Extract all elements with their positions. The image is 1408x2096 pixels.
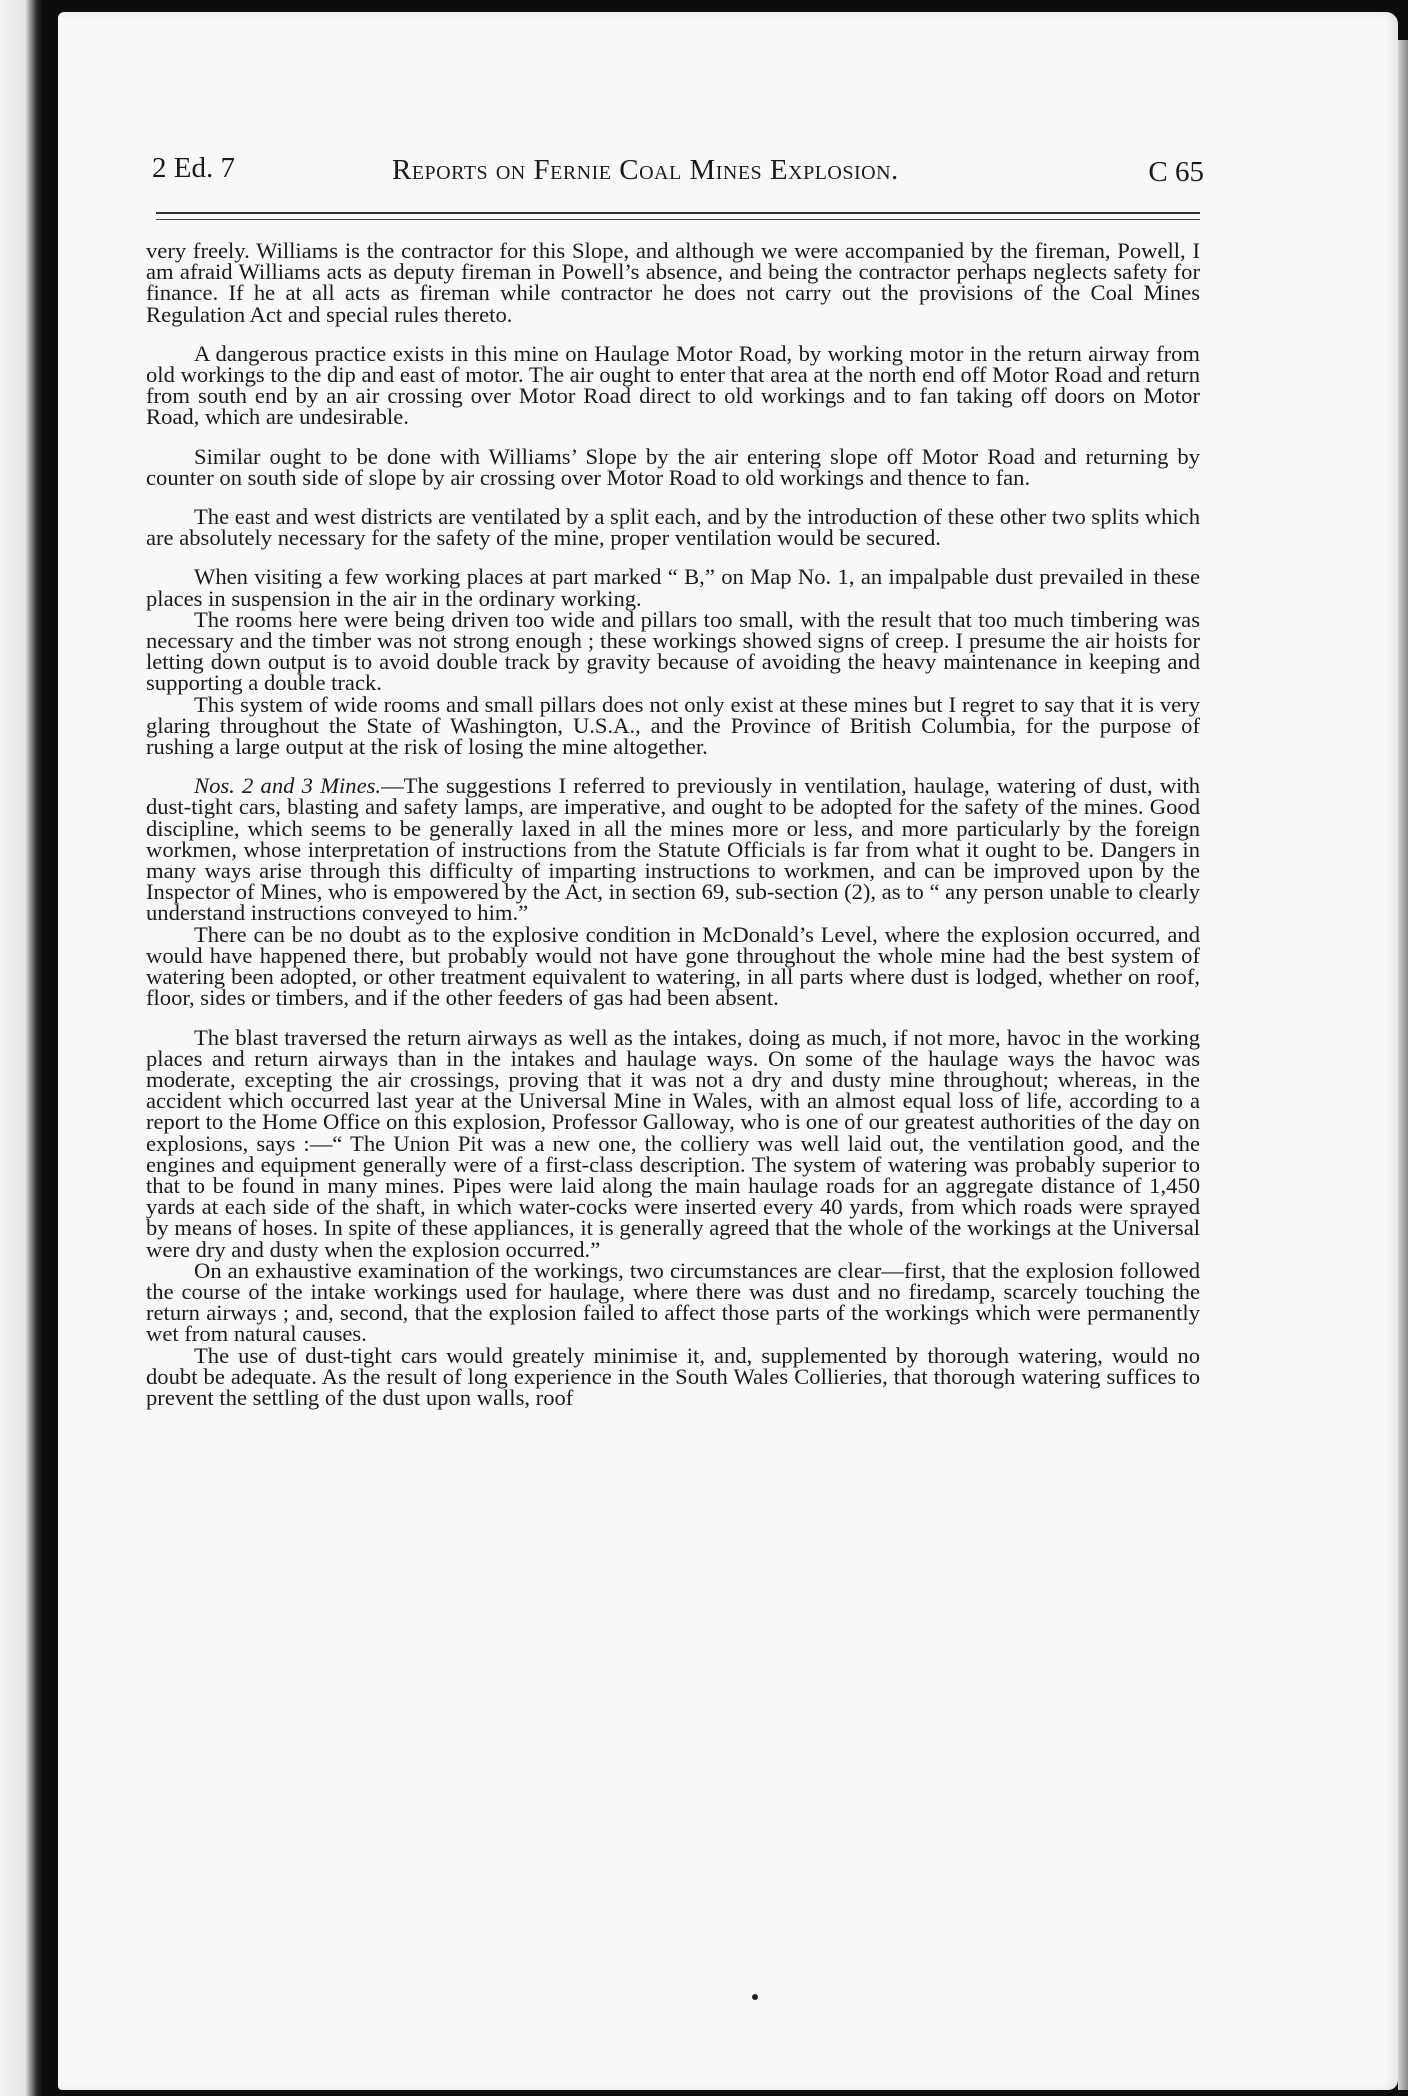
report-body	[146, 240, 1200, 1408]
paragraph: This system of wide rooms and small pillars does not only exist at these mines but I regret to say that it is very glaring throughout the State of Washington, U.S.A., and the Province of British Columbia, for the purpose of rushing a large output at the risk of losing the mine altogether.	[146, 691, 1200, 760]
section-heading: Nos. 2 and 3 Mines.	[194, 773, 382, 799]
paragraph-mines-2-3	[146, 773, 1200, 926]
paragraph: On an exhaustive examination of the workings, two circumstances are clear—first, that the explosion followed the course of the intake workings used for haulage, where there was dust and no firedamp, scarcely touching the return airways ; and, second, that the explosion failed to affect those parts of the workings which were permanently wet from natural causes.	[146, 1257, 1200, 1347]
paragraph: very freely. Williams is the contractor for this Slope, and although we were accompanied by the fireman, Powell, I am afraid Williams acts as deputy fireman in Powell’s absence, and being the contractor perhaps neglects safety for finance. If he at all acts as fireman while contractor he does not carry out the provisions of the Coal Mines Regulation Act and special rules thereto.	[146, 238, 1200, 327]
paragraph: A dangerous practice exists in this mine on Haulage Motor Road, by working motor in the return airway from old workings to the dip and east of motor. The air ought to enter that area at the north end off Motor Road and return from south end by an air crossing over Motor Road direct to old workings and to fan taking off doors on Motor Road, which are undesirable.	[146, 340, 1200, 430]
header-title: Reports on Fernie Coal Mines Explosion.	[392, 154, 899, 186]
paragraph: When visiting a few working places at part marked “ B,” on Map No. 1, an impalpable dust prevailed in these places in suspension in the air in the ordinary working.	[146, 564, 1200, 611]
paragraph: The rooms here were being driven too wide and pillars too small, with the result that too much timbering was necessary and the timber was not strong enough ; these workings showed signs of creep. I presume the air hoists for letting down output is to avoid double track by gravity because of avoiding the heavy maintenance in keeping and supporting a double track.	[146, 606, 1200, 696]
paragraph: The blast traversed the return airways as well as the intakes, doing as much, if not more, havoc in the working places and return airways than in the intakes and haulage ways. On some of the haulage ways the havoc was moderate, excepting the air crossings, proving that it was not a dry and dusty mine throughout; whereas, in the accident which occurred last year at the Universal Mine in Wales, with an almost equal loss of life, according to a report to the Home Office on this explosion, Professor Galloway, who is one of our greatest authorities of the day on explosions, says :—“ The Union Pit was a new one, the colliery was well laid out, the ventilation good, and the engines and equipment generally were of a first-class description. The system of watering was probably superior to that to be found in many mines. Pipes were laid along the main haulage roads for an aggregate distance of 1,450 yards at each side of the shaft, in which water-cocks were inserted every 40 yards, from which roads were sprayed by means of hoses. In spite of these appliances, it is generally agreed that the whole of the workings at the Universal were dry and dusty when the explosion occurred.”	[146, 1024, 1200, 1262]
paragraph: The use of dust-tight cars would greately minimise it, and, supplemented by thorough watering, would no doubt be adequate. As the result of long experience in the South Wales Collieries, that thorough watering suffices to prevent the settling of the dust upon walls, roof	[146, 1342, 1200, 1410]
running-header	[152, 152, 1204, 192]
paragraph: There can be no doubt as to the explosive condition in McDonald’s Level, where the explosion occurred, and would have happened there, but probably would not have gone throughout the whole mine had the best system of watering been adopted, or other treatment equivalent to watering, in all parts where dust is lodged, whether on roof, floor, sides or timbers, and if the other feeders of gas had been absent.	[146, 921, 1200, 1011]
book-binding-edge	[0, 0, 42, 2096]
paragraph: The east and west districts are ventilated by a split each, and by the introduction of these other two splits which are absolutely necessary for the safety of the mine, proper ventilation would be secured.	[146, 504, 1200, 551]
page-number: C 65	[1148, 156, 1204, 188]
page-right-edge	[1398, 40, 1408, 2090]
page-mark-dot	[752, 1994, 758, 2000]
paragraph-text: —The suggestions I referred to previously in ventilation, haulage, watering of dust, with dust-tight cars, blasting and safety lamps, are imperative, and ought to be adopted for the safety of the mines. Good discipline, which seems to be generally laxed in all the mines more or less, and more particularly by the foreign workmen, whose interpretation of instructions from the Statute Officials is far from what it ought to be. Dangers in many ways arise through this difficulty of imparting instructions to workmen, and can be improved upon by the Inspector of Mines, who is empowered by the Act, in section 69, sub-section (2), as to “ any person unable to clearly understand instructions conveyed to him.”	[146, 773, 1200, 926]
paragraph: Similar ought to be done with Williams’ Slope by the air entering slope off Motor Road and returning by counter on south side of slope by air crossing over Motor Road to old workings and thence to fan.	[146, 443, 1200, 490]
header-rule-thick	[156, 212, 1200, 214]
header-session: 2 Ed. 7	[152, 152, 235, 184]
header-rule-thin	[156, 219, 1200, 220]
